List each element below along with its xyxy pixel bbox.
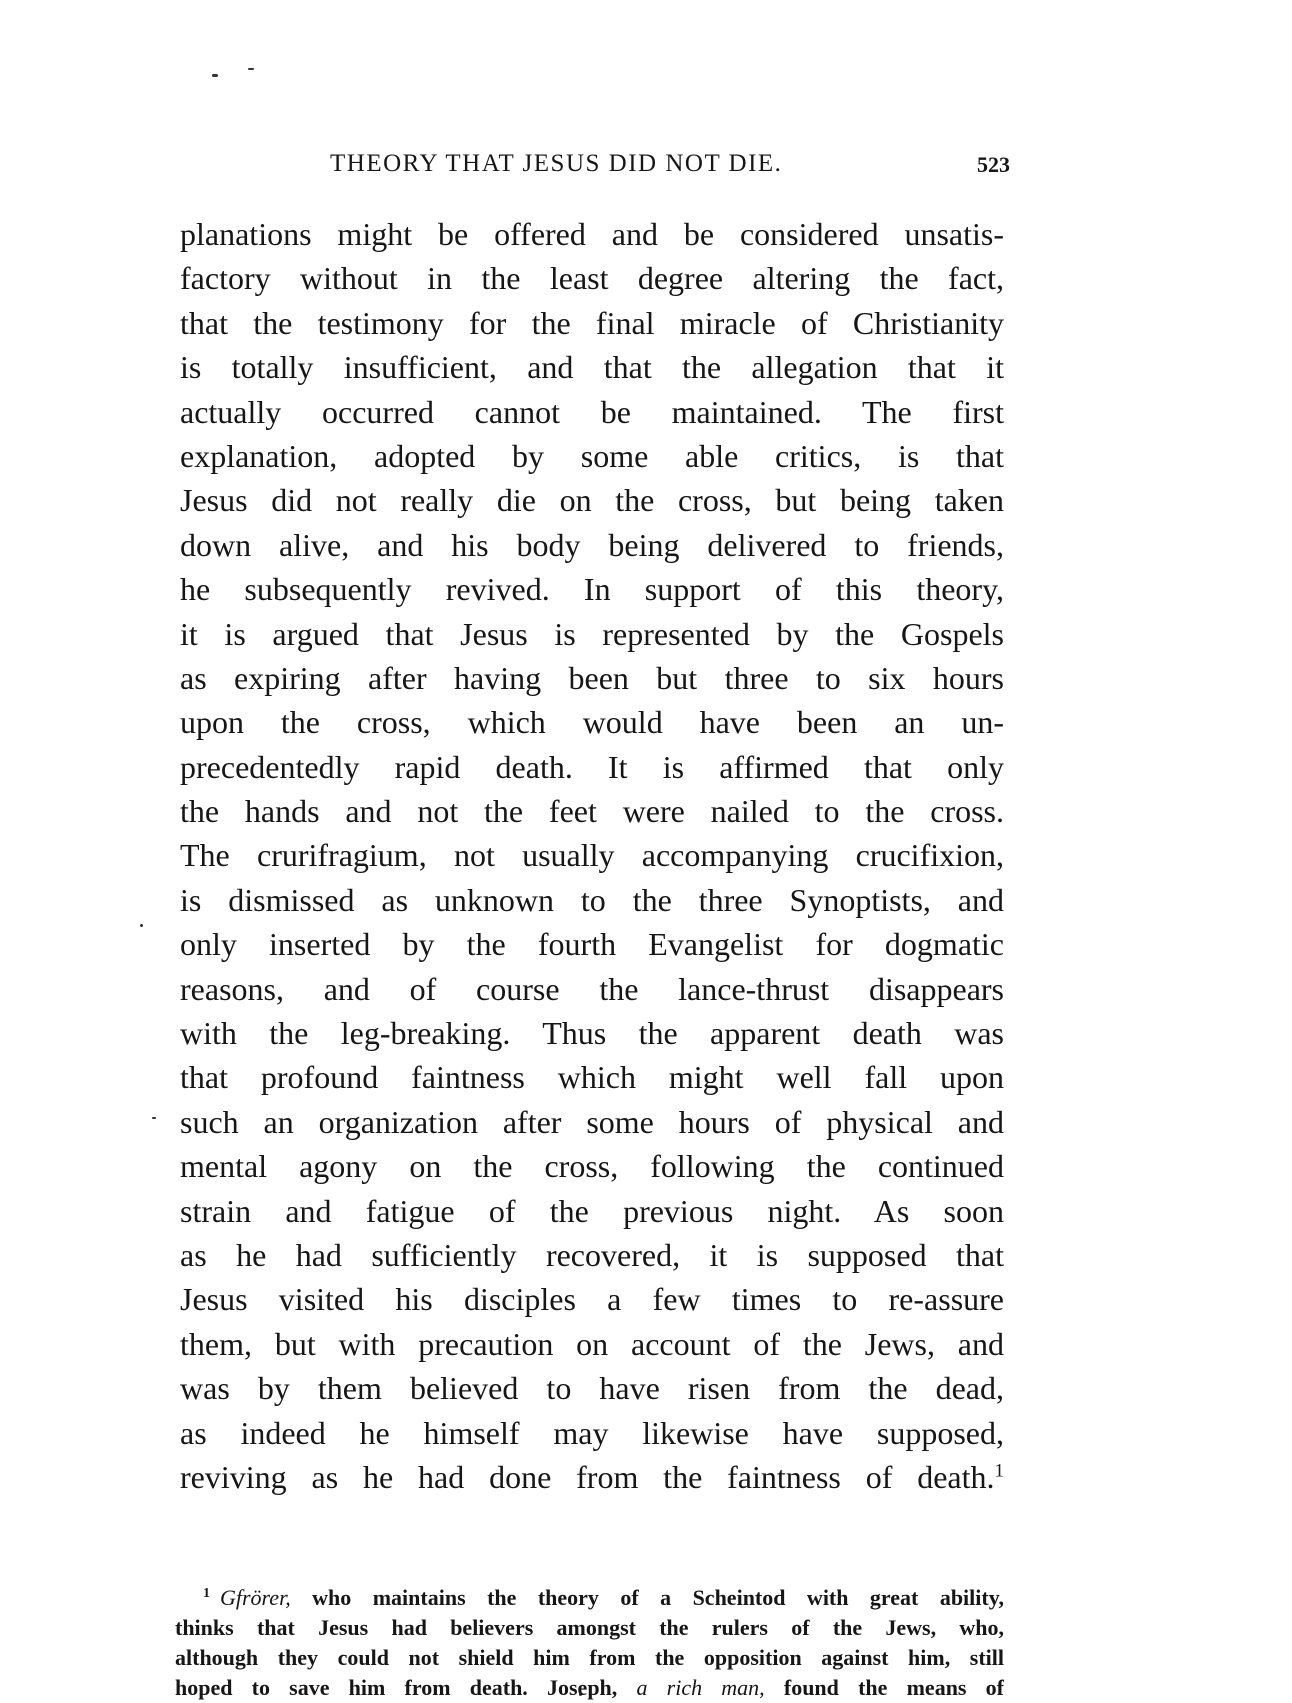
footnote-italic-text: a rich man, [636, 1675, 765, 1700]
footnote [175, 1583, 1004, 1703]
text-line-last [180, 1455, 1004, 1499]
footnote-line: thinks that Jesus had believers amongst the rulers of the Jews, who, [175, 1615, 1004, 1640]
stray-ink-mark [152, 1117, 156, 1119]
text-line: Jesus visited his disciples a few times to re-assure [180, 1281, 1004, 1318]
footnote-line [175, 1583, 1004, 1613]
stray-ink-mark [140, 924, 143, 927]
footnote-reference[interactable]: 1 [994, 1460, 1004, 1482]
stray-ink-mark [248, 68, 254, 70]
text-line: is dismissed as unknown to the three Synoptists, and [180, 881, 1004, 918]
footnote-author: Gfrörer, [220, 1585, 291, 1610]
text-line: upon the cross, which would have been an un- [180, 704, 1004, 741]
text-line: reasons, and of course the lance-thrust disappears [180, 970, 1004, 1007]
footnote-line: although they could not shield him from the opposition against him, still [175, 1645, 1004, 1670]
footnote-text: found the means of [783, 1675, 1004, 1700]
text-line: was by them believed to have risen from the dead, [180, 1370, 1004, 1407]
text-line: precedentedly rapid death. It is affirmed that only [180, 748, 1004, 785]
text-line: it is argued that Jesus is represented by the Gospels [180, 615, 1004, 652]
running-title: THEORY THAT JESUS DID NOT DIE. [330, 150, 783, 177]
text-line: strain and fatigue of the previous night. As soon [180, 1192, 1004, 1229]
text-line: that profound faintness which might well fall upon [180, 1059, 1004, 1096]
text-line: is totally insufficient, and that the allegation that it [180, 349, 1004, 386]
text-line: actually occurred cannot be maintained. The first [180, 393, 1004, 430]
text-line: as he had sufficiently recovered, it is supposed that [180, 1236, 1004, 1273]
footnote-text: hoped to save him from death. Joseph, [175, 1675, 618, 1700]
text-line: that the testimony for the final miracle of Christianity [180, 304, 1004, 341]
body-text [180, 212, 1004, 1499]
footnote-line [175, 1673, 1004, 1703]
text-line: The crurifragium, not usually accompanying crucifixion, [180, 837, 1004, 874]
text-line: as expiring after having been but three to six hours [180, 659, 1004, 696]
text-line: with the leg-breaking. Thus the apparent death was [180, 1015, 1004, 1052]
text-line: planations might be offered and be considered unsatis- [180, 216, 1004, 252]
page-number: 523 [977, 152, 1010, 177]
text-line: factory without in the least degree altering the fact, [180, 260, 1004, 297]
text-line: as indeed he himself may likewise have supposed, [180, 1414, 1004, 1451]
text-line-content: reviving as he had done from the faintness of death. [180, 1458, 995, 1495]
footnote-text: who maintains the theory of a Scheintod with great ability, [312, 1585, 1004, 1610]
text-line: down alive, and his body being delivered to friends, [180, 526, 1004, 563]
text-line: only inserted by the fourth Evangelist for dogmatic [180, 926, 1004, 963]
running-header [330, 150, 1010, 190]
text-line: such an organization after some hours of physical and [180, 1103, 1004, 1140]
text-line: he subsequently revived. In support of this theory, [180, 571, 1004, 608]
text-line: them, but with precaution on account of the Jews, and [180, 1325, 1004, 1362]
text-line: explanation, adopted by some able critics, is that [180, 437, 1004, 474]
text-line: mental agony on the cross, following the continued [180, 1148, 1004, 1185]
text-line: the hands and not the feet were nailed to the cross. [180, 793, 1004, 830]
footnote-marker: 1 [203, 1585, 210, 1601]
text-line: Jesus did not really die on the cross, but being taken [180, 482, 1004, 519]
stray-ink-mark [212, 74, 218, 77]
